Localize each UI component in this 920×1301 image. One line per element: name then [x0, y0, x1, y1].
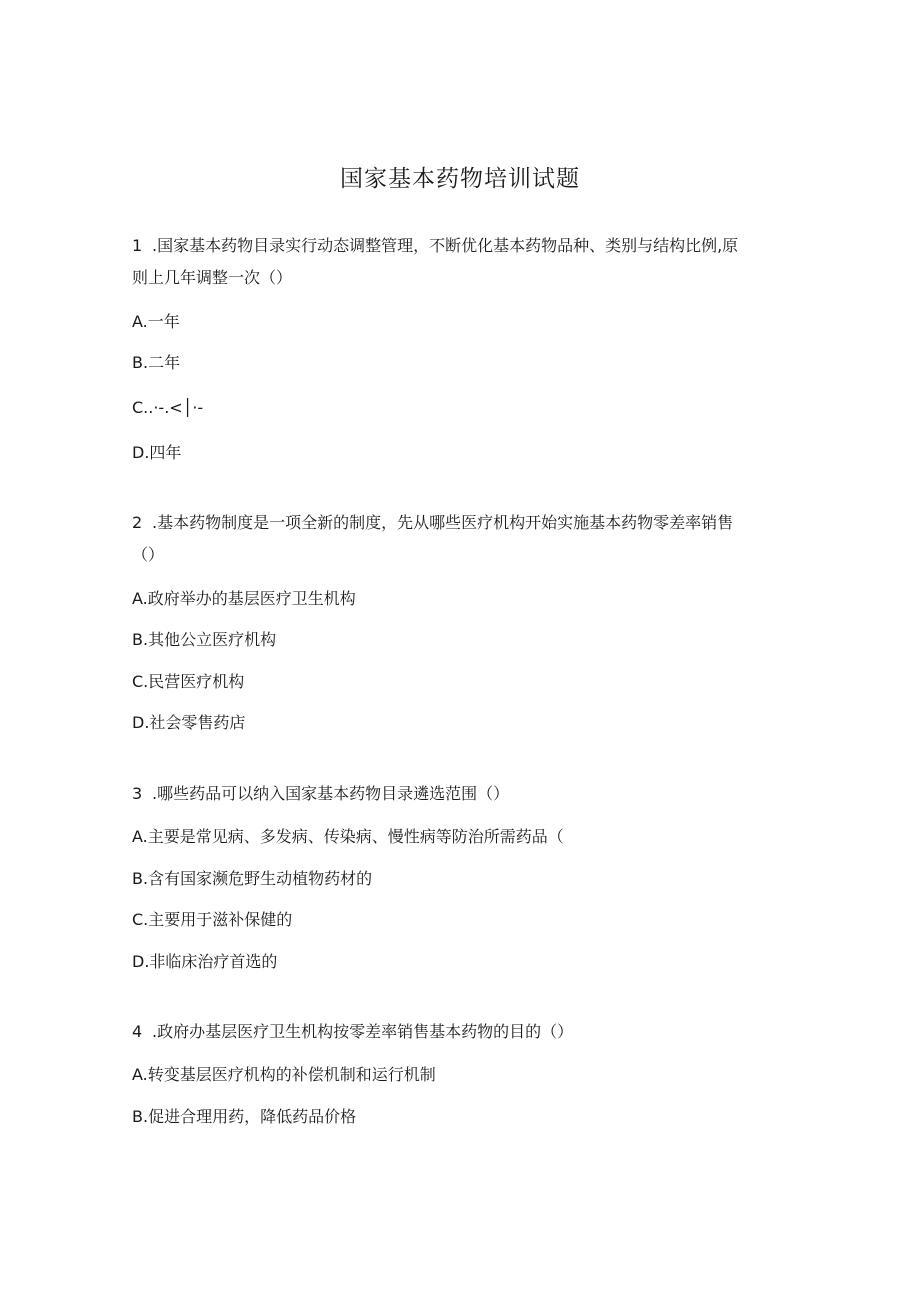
question-3-number: 3 — [132, 784, 143, 803]
question-2-number: 2 — [132, 513, 143, 532]
question-3-option-b: B.含有国家濒危野生动植物药材的 — [132, 869, 373, 888]
question-3-option-c: C.主要用于滋补保健的 — [132, 910, 293, 929]
question-1-line-2 — [132, 266, 792, 290]
page-title: 国家基本药物培训试题 — [340, 166, 580, 192]
question-4-option-b: B.促进合理用药，降低药品价格 — [132, 1107, 357, 1126]
question-3-option-d: D.非临床治疗首选的 — [132, 952, 278, 971]
question-2-line-2 — [132, 543, 792, 567]
question-2-option-c: C.民营医疗机构 — [132, 672, 245, 691]
question-1-number: 1 — [132, 236, 143, 255]
question-2-text-1: .基本药物制度是一项全新的制度，先从哪些医疗机构开始实施基本药物零差率销售 — [152, 513, 734, 532]
question-4-text-1: .政府办基层医疗卫生机构按零差率销售基本药物的目的（） — [152, 1022, 574, 1041]
question-1-text-1: .国家基本药物目录实行动态调整管理，不断优化基本药物品种、类别与结构比例,原 — [152, 236, 739, 255]
question-4-number: 4 — [132, 1022, 143, 1041]
question-1-text-2: 则上几年调整一次（） — [132, 268, 293, 287]
question-1-option-d: D.四年 — [132, 443, 182, 462]
question-1-option-c: C..·-.<│·- — [132, 398, 204, 417]
question-1-option-a: A.一年 — [132, 312, 180, 331]
question-3-line-1 — [132, 782, 792, 806]
question-2-option-d: D.社会零售药店 — [132, 713, 246, 732]
question-2-option-a: A.政府举办的基层医疗卫生机构 — [132, 589, 356, 608]
question-3-option-a: A.主要是常见病、多发病、传染病、慢性病等防治所需药品（ — [132, 827, 564, 846]
question-1-line-1 — [132, 234, 792, 258]
question-4-line-1 — [132, 1020, 792, 1044]
question-2-text-2: （） — [132, 545, 165, 564]
question-1-option-b: B.二年 — [132, 353, 181, 372]
question-2-line-1 — [132, 511, 792, 535]
question-3-text-1: .哪些药品可以纳入国家基本药物目录遴选范围（） — [152, 784, 510, 803]
question-4-option-a: A.转变基层医疗机构的补偿机制和运行机制 — [132, 1065, 436, 1084]
question-2-option-b: B.其他公立医疗机构 — [132, 630, 277, 649]
